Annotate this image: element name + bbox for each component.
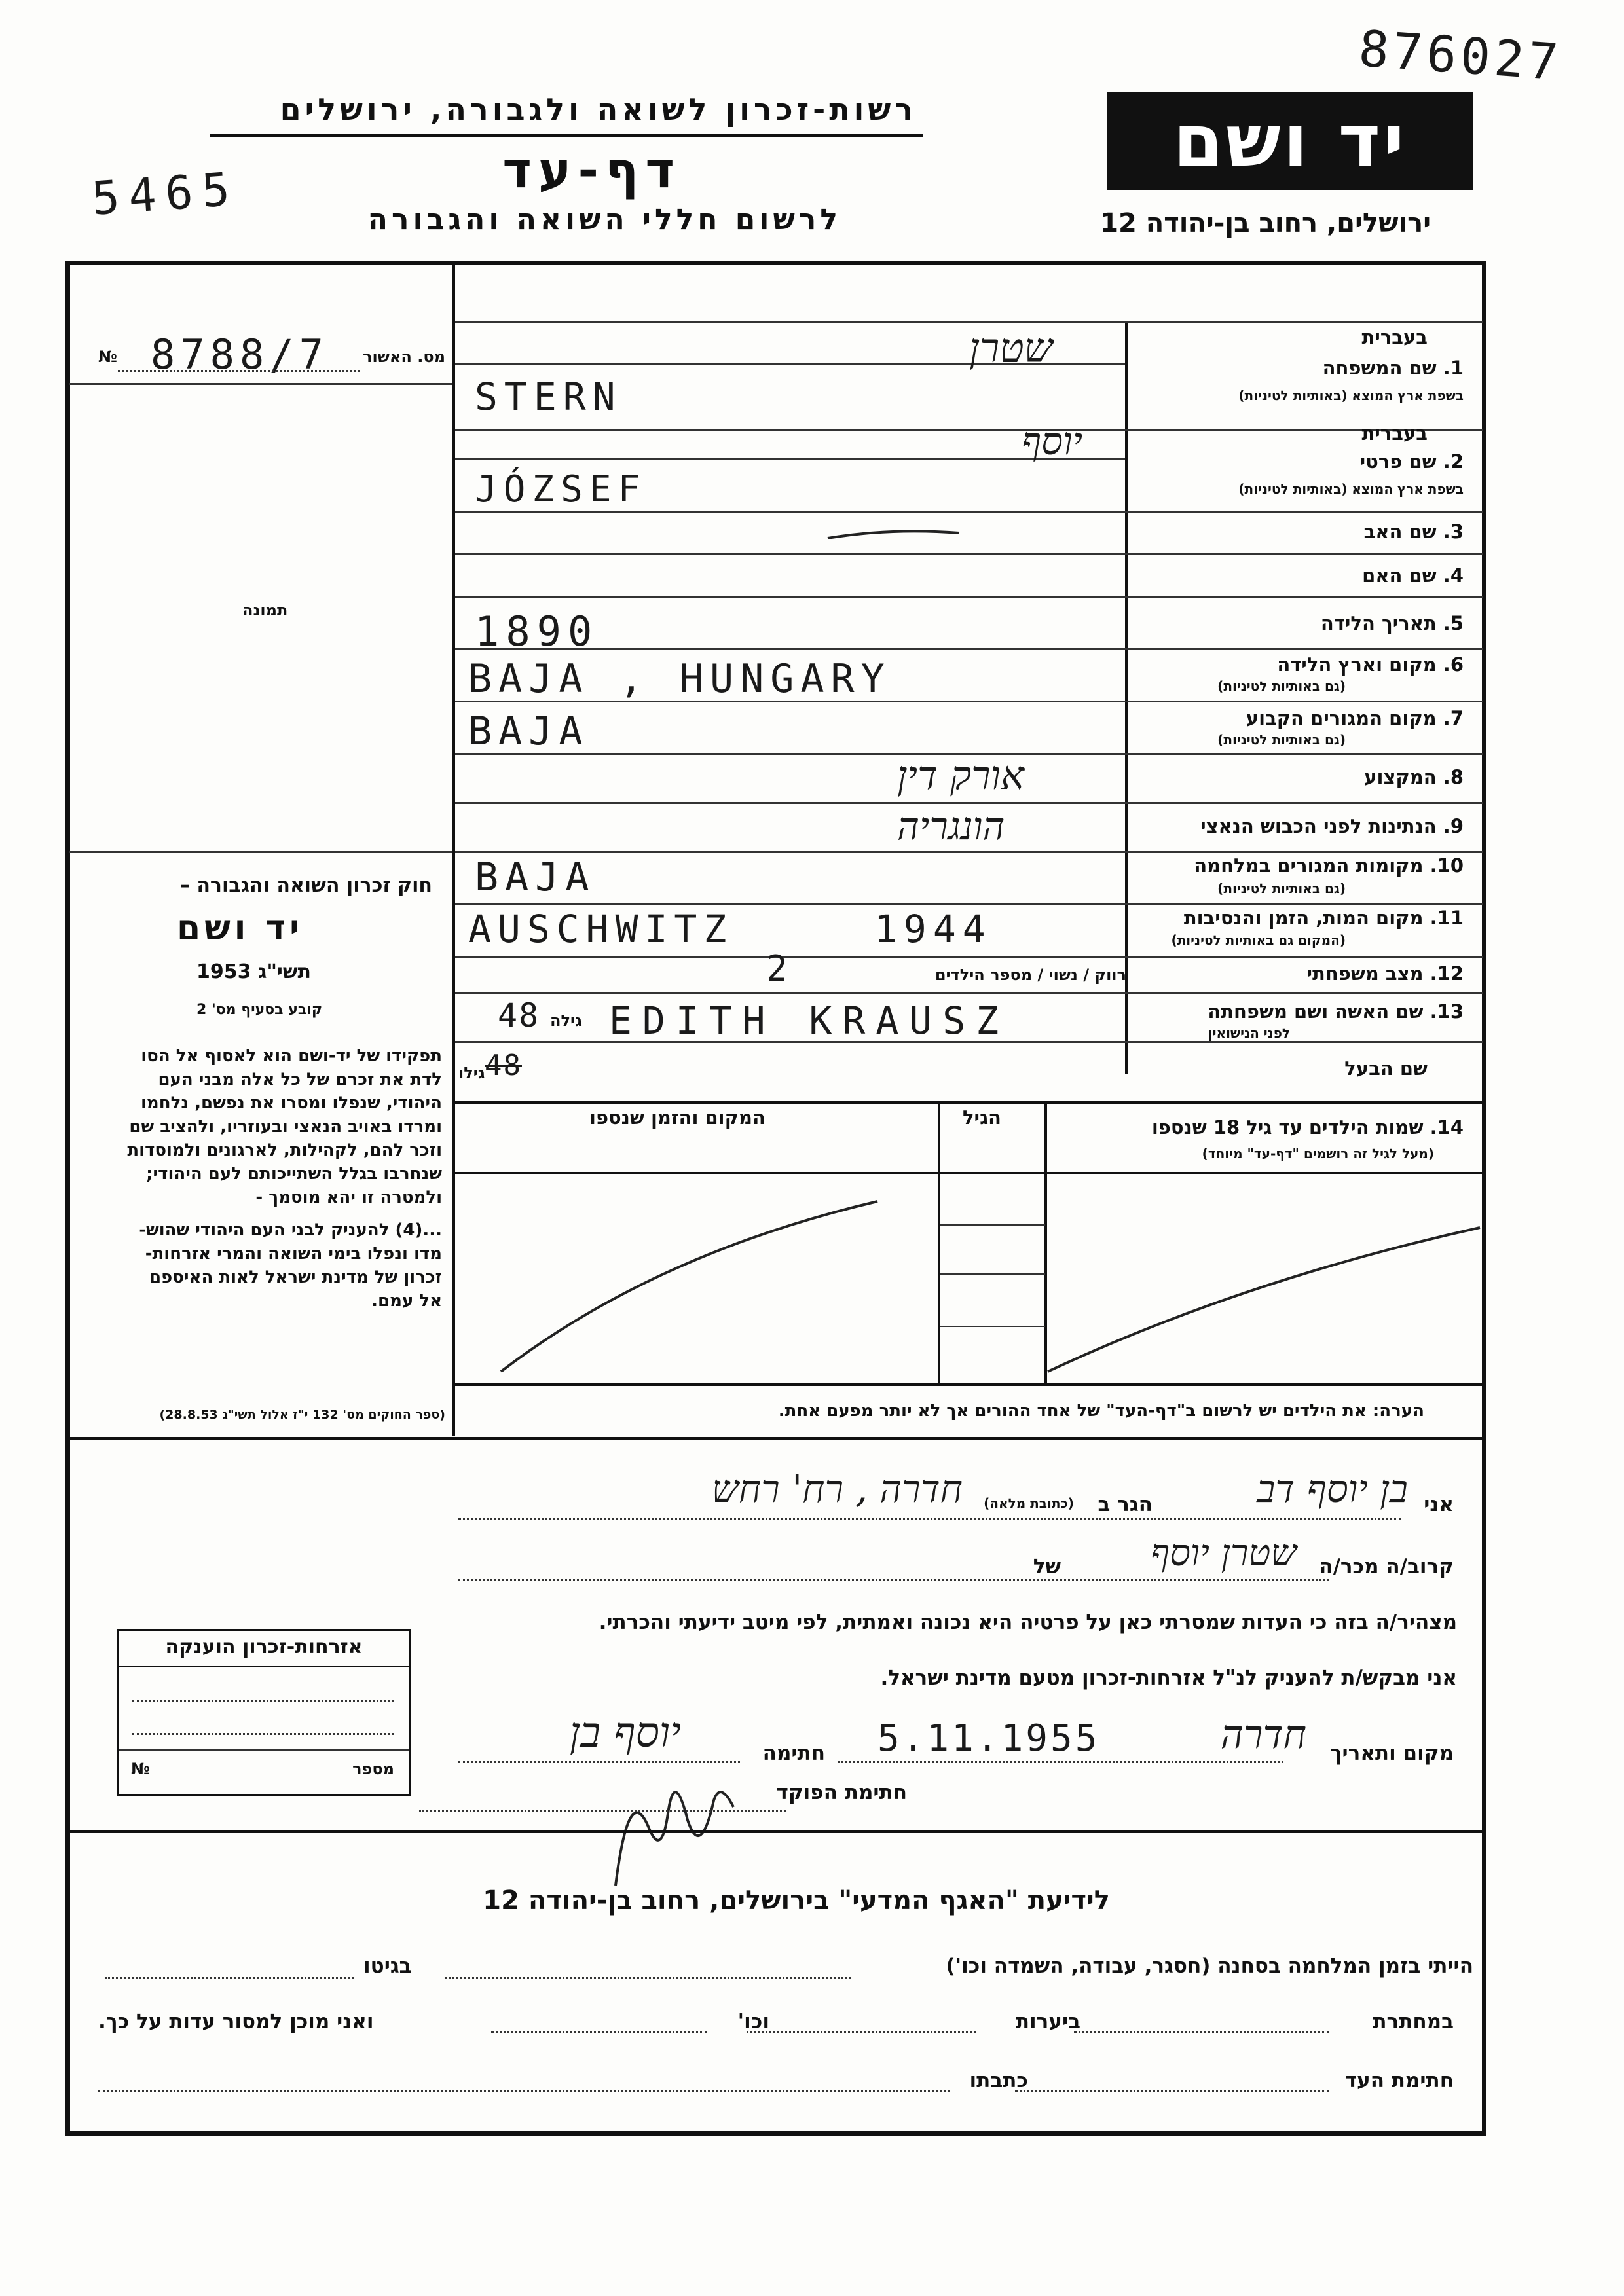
field-9-label-text: הנתינות לפני הכבוש הנאצי [1200, 815, 1437, 837]
approval-number-label: מס. האשור [363, 348, 445, 366]
authority-underline [210, 134, 923, 137]
archive-number-top-left: 5465 [90, 162, 241, 226]
field-12-number: 12. [1430, 962, 1464, 985]
husband-age-label: גילו [458, 1064, 485, 1082]
row-sep [455, 903, 1483, 905]
inspector-dotted [419, 1810, 786, 1812]
row-sep-strong [455, 1101, 1483, 1104]
law-text [75, 1044, 442, 1313]
citizenship-number-symbol: № [131, 1760, 150, 1778]
row-sep [455, 992, 1483, 994]
children-col-place: המקום והזמן שנספו [589, 1106, 766, 1129]
form-title: דף-עד [502, 141, 681, 199]
field-1-number: 1. [1443, 357, 1464, 379]
place-value: חדרה [1220, 1712, 1306, 1758]
field-11-number: 11. [1430, 907, 1464, 929]
bottom-line-2 [98, 2010, 1454, 2049]
bottom-line-2-dotted [1074, 2031, 1329, 2033]
approval-row-bottom [69, 383, 452, 385]
frame-left [65, 261, 70, 2136]
declaration-i-label: אני [1424, 1493, 1454, 1516]
law-text-line: וזכר להם, לקהילות, לארגונים ולמוסדות [127, 1140, 442, 1160]
children-col-age: הגיל [963, 1106, 1001, 1129]
law-text-line: היהודי, שנפלו ומסרו את נפשם, נלחמו [140, 1093, 442, 1113]
field-11-value: AUSCHWITZ [468, 907, 733, 951]
declaration-dotted-1 [458, 1518, 1401, 1520]
children-strike-marks [458, 1175, 1483, 1385]
yad-vashem-logo [1107, 92, 1473, 190]
field-9-label [1200, 815, 1464, 837]
field-9-number: 9. [1443, 815, 1464, 837]
law-text-line: ומרדו באויב הנאצי ובעוזריו, ולהציב שם [129, 1117, 442, 1137]
field-5-label-text: תאריך הלידה [1320, 612, 1437, 634]
field-6-sub: (גם באותיות לטיניות) [1217, 678, 1346, 694]
field-1-value: STERN [475, 374, 622, 419]
left-column-divider [452, 261, 455, 1436]
field-2-label [1360, 450, 1464, 473]
field-6-label [1277, 653, 1464, 676]
archive-number-top-right: 876027 [1357, 19, 1564, 92]
field-5-value: 1890 [475, 608, 599, 655]
field-1-value-hebrew: שטרן [969, 324, 1053, 372]
field-11-sub: (המקום גם באותיות לטיניות) [1171, 932, 1346, 948]
logo-text: יד ושם [1173, 99, 1407, 183]
law-section: קובע בסעיף מס' 2 [196, 1002, 323, 1018]
law-text-line: אל עמם. [371, 1291, 442, 1311]
row-sep [455, 648, 1483, 650]
law-text-line: שנחרבו בגלל השתייכותם לעם היהודי; [146, 1164, 442, 1184]
law-source: (ספר החוקים מס' 132 י"ז אלול תשי"ג 28.8.53) [159, 1408, 445, 1422]
declaration-name: בן יוסף דב [1257, 1467, 1408, 1511]
bottom-line-1-end: בגיטו [363, 1954, 412, 1978]
frame-top [65, 261, 1486, 265]
bottom-line-1-dotted-b [105, 1977, 354, 1979]
field-13-age-label: גילה [550, 1011, 582, 1030]
field-6-number: 6. [1443, 653, 1464, 676]
field-3-number: 3. [1443, 520, 1464, 543]
row-sep [455, 553, 1483, 555]
field-1-hebrew-tag: בעברית [1361, 326, 1428, 348]
field-7-label [1246, 707, 1464, 729]
law-text-line: תפקידו של יד-ושם הוא לאסוף אל הסו [141, 1046, 442, 1066]
signature-scrawl [609, 1741, 773, 1892]
field-4-label-text: שם האם [1362, 564, 1437, 587]
field-8-label-text: המקצוע [1364, 766, 1437, 788]
citizenship-box-title-sep [119, 1666, 409, 1667]
field-10-value: BAJA [475, 854, 596, 900]
field-8-number: 8. [1443, 766, 1464, 788]
field-11-year: 1944 [874, 907, 992, 951]
law-text-line: מדו ונפלו בימי השואה והמרי אזרחות- [145, 1244, 442, 1264]
field-13-value: EDITH KRAUSZ [609, 998, 1010, 1043]
address-heading: ירושלים, רחוב בן-יהודה 12 [1100, 208, 1431, 238]
field-2-hebrew-tag: בעברית [1361, 422, 1428, 445]
field-6-value: BAJA , HUNGARY [468, 656, 891, 702]
date-value: 5.11.1955 [877, 1717, 1100, 1760]
field-2-sub: בשפת ארץ המוצא (באותיות לטיניות) [1238, 481, 1464, 497]
declaration-request: אני מבקש/ת להעניק לנ"ל אזרחות-זכרון מטעם מדינת ישראל. [880, 1666, 1457, 1690]
place-date-dotted [838, 1761, 1283, 1763]
field-12-label-text: מצב משפחתי [1306, 962, 1424, 985]
approval-number-line [118, 370, 360, 372]
bottom-forests: ביערות [1015, 2010, 1080, 2033]
field-7-sub: (גם באותיות לטיניות) [1217, 732, 1346, 748]
field-7-label-text: מקום המגורים הקבוע [1246, 707, 1437, 729]
approval-number-row [92, 331, 445, 383]
field-11-label-text: מקום המות, הזמן והנסיבות [1183, 907, 1424, 929]
bottom-section-top-line [69, 1830, 1483, 1833]
field-8-value-hebrew: אורק דין [897, 753, 1025, 799]
field-10-label-text: מקומות המגורים במלחמה [1194, 854, 1424, 877]
field-7-number: 7. [1443, 707, 1464, 729]
declaration-address-sub: (כתובת מלאה) [984, 1495, 1074, 1511]
field-3-label-text: שם האב [1363, 520, 1437, 543]
citizenship-number-label: מספר [352, 1760, 394, 1778]
field-2-value-hebrew: יוסף [1022, 419, 1083, 464]
field-6-label-text: מקום וארץ הלידה [1277, 653, 1437, 676]
field-5-number: 5. [1443, 612, 1464, 634]
field-13-wife-age: 48 [498, 996, 540, 1034]
note-top-line [69, 1437, 1483, 1440]
field-5-label [1321, 612, 1464, 634]
row-sep [455, 429, 1483, 431]
law-text-line: ...(4) להעניק לבני העם היהודי שהוש- [139, 1220, 442, 1240]
declaration-relative-label: קרוב/ה מכר/ה [1319, 1555, 1454, 1578]
signature-label: חתימה [762, 1741, 825, 1765]
bottom-witness-signature: חתימת העד [1344, 2069, 1454, 2092]
note-text: הערה: את הילדים יש לרשום ב"דף-העד" של אחד ההורים אך לא יותר מפעם אחת. [778, 1401, 1424, 1421]
bottom-line-3-dotted [1015, 2090, 1329, 2092]
law-name: יד ושם [177, 909, 304, 948]
law-text-line: זכרון של מדינת ישראל לאות האיספם [149, 1267, 442, 1287]
field-13-label [1208, 1000, 1464, 1023]
row-sep [455, 956, 1483, 958]
field-11-label [1184, 907, 1464, 929]
declaration-address: חדרה , רח' רחש [711, 1467, 963, 1511]
declaration-line-2 [458, 1532, 1454, 1584]
declaration-of-label: של [1033, 1555, 1061, 1578]
authority-heading: רשות-זכרון לשואה ולגבורה, ירושלים [280, 92, 917, 127]
field-10-label [1194, 854, 1464, 877]
place-date-label: מקום ותאריך [1330, 1741, 1454, 1765]
field-1-label [1323, 357, 1464, 379]
form-subtitle: לרשום חללי השואה והגבורה [367, 203, 841, 236]
field-10-number: 10. [1430, 854, 1464, 877]
approval-number-symbol: № [98, 348, 117, 366]
field-1-label-text: שם המשפחה [1322, 357, 1437, 379]
row-sep [455, 596, 1483, 598]
frame-bottom [65, 2131, 1486, 2136]
children-header-sep [455, 1172, 1483, 1174]
field-12-status-text: רווק / נשוי / מספר הילדים [934, 966, 1126, 984]
citizenship-box-number-sep [119, 1749, 409, 1751]
field-3-label [1364, 520, 1464, 543]
citizenship-box-line [132, 1733, 394, 1735]
field-13-sub: לפני הנישואין [1208, 1025, 1290, 1041]
bottom-line-3 [98, 2069, 1454, 2108]
field-9-value-hebrew: הונגריה [897, 804, 1005, 848]
row-sep [455, 851, 1483, 853]
declaration-dotted-2 [458, 1579, 1329, 1581]
law-text-line: לדת את זכרם של כל אלה מבני העם [158, 1070, 442, 1089]
field-8-label [1364, 766, 1464, 788]
field-12-children-count: 2 [766, 948, 794, 989]
field-4-label [1362, 564, 1464, 587]
law-text-line: ולמטרה זו יהא מוסמך - [255, 1188, 442, 1207]
top-row-line [455, 321, 1483, 323]
field-1-sub: בשפת ארץ המוצא (באותיות לטיניות) [1238, 388, 1464, 403]
bottom-title: לידיעת "האגף המדעי" בירושלים, רחוב בן-יהודה 12 [483, 1886, 1110, 1916]
field-13-label-text: שם האשה ושם משפחתה [1208, 1000, 1424, 1023]
children-title-text: שמות הילדים עד גיל 18 שנספו [1151, 1116, 1424, 1139]
law-year: תשי"ג 1953 [196, 960, 312, 983]
declaration-statement: מצהיר/ה בזה כי העדות שמסרתי כאן על פרטיה היא נכונה ואמתית, לפי מיטב ידיעתי והכרתי. [599, 1611, 1457, 1634]
declaration-of-value: שטרן יוסף [1151, 1532, 1297, 1575]
field-2-value: JÓZSEF [475, 468, 647, 511]
signature-value: יוסף בן [569, 1709, 681, 1757]
citizenship-box-title: אזרחות-זכרון הוענקה [165, 1635, 363, 1658]
bottom-etc: וכו' [737, 2010, 769, 2033]
bottom-line-1: הייתי בזמן המלחמה בסחנה (חסגר, עבודה, השמדה וכו') [946, 1954, 1473, 1978]
label-column-divider [1125, 321, 1128, 1074]
husband-age: 48 [485, 1049, 522, 1082]
husband-label: שם הבעל [1344, 1057, 1428, 1080]
citizenship-box-line [132, 1700, 394, 1702]
law-title: חוק זכרון השואה והגבורה – [179, 874, 432, 897]
approval-number-value: 8788/7 [151, 331, 329, 378]
declaration-resident-label: הגר ב [1098, 1493, 1153, 1516]
inspector-label: חתימת הפוקד [776, 1781, 907, 1804]
field-13-number: 13. [1430, 1000, 1464, 1023]
declaration-line-1 [458, 1467, 1454, 1519]
field-12-label [1306, 962, 1464, 985]
photo-label: תמונה [242, 601, 288, 619]
bottom-line-2-dotted [747, 2031, 976, 2033]
photo-box-bottom [69, 851, 452, 853]
field-4-number: 4. [1443, 564, 1464, 587]
row-sep [455, 511, 1483, 513]
bottom-underground: במחתרת [1373, 2010, 1454, 2033]
field-10-sub: (גם באותיות לטיניות) [1217, 881, 1346, 896]
citizenship-box [117, 1629, 411, 1796]
field-2-number: 2. [1443, 450, 1464, 473]
children-number: 14. [1430, 1116, 1464, 1139]
bottom-line-2-dotted [491, 2031, 707, 2033]
children-sub: (מעל לגיל זה רושמים "דף-עד" מיוחד) [1202, 1146, 1434, 1161]
children-title [1152, 1116, 1464, 1139]
bottom-testimony: ואני מוכן למסור עדות על כך. [98, 2010, 374, 2033]
field-2-label-text: שם פרטי [1359, 450, 1437, 473]
bottom-line-3-dotted [98, 2090, 950, 2092]
bottom-address: כתבתו [969, 2069, 1028, 2092]
field-3-dash-mark [825, 524, 963, 543]
field-7-value: BAJA [468, 708, 589, 754]
bottom-line-1-dotted [445, 1977, 851, 1979]
